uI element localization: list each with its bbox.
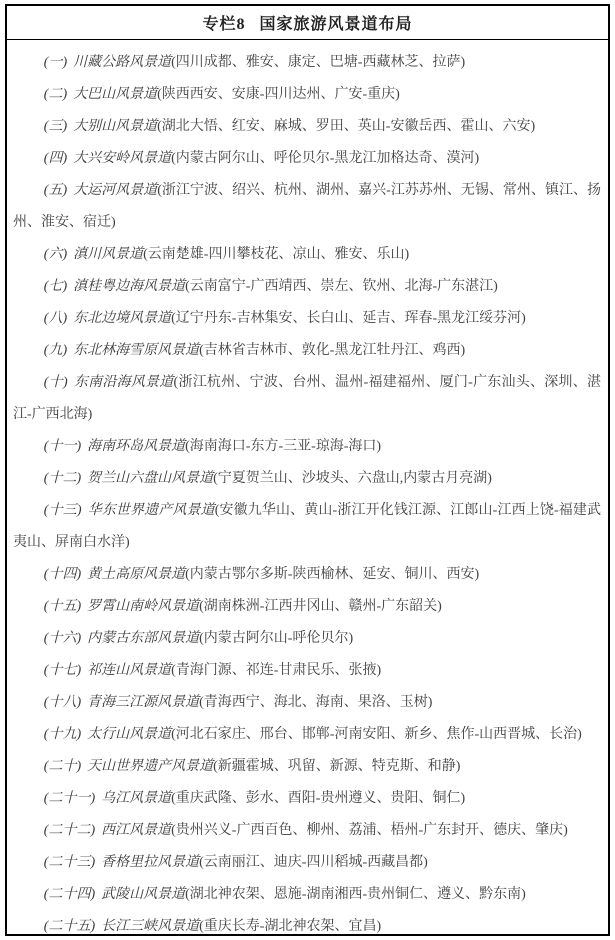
byway-route: (宁夏贺兰山、沙坡头、六盘山,内蒙古月亮湖) [213,471,492,486]
byway-name: 贺兰山六盘山风景道 [87,471,214,486]
byway-item [13,431,601,463]
byway-name: 华东世界遗产风景道 [87,503,215,518]
byway-route: (吉林省吉林市、敦化-黑龙江牡丹江、鸡西) [199,343,466,358]
byway-number: (七) [43,279,68,294]
byway-route: (安徽九华山、黄山-浙江开化钱江源、江郎山-江西上饶-福建武夷山、屏南白水洋) [13,503,602,550]
byway-name: 东南沿海风景道 [73,375,174,390]
byway-name: 大巴山风景道 [73,87,158,102]
byway-number: (十) [43,375,68,390]
byway-name: 黄土高原风景道 [87,567,186,582]
byway-number: (十三) [43,503,82,518]
byway-route: (青海西宁、海北、海南、果洛、玉树) [199,695,433,710]
byway-item [13,111,601,143]
byway-route: (海南海口-东方-三亚-琼海-海口) [185,439,382,454]
byway-item [13,239,601,271]
scenic-byway-box [5,4,610,936]
byway-name: 内蒙古东部风景道 [87,631,200,646]
byway-item [13,463,601,495]
byway-number: (二十) [43,759,82,774]
box-label: 专栏8 [202,16,246,33]
byway-item [13,879,601,911]
byway-number: (一) [43,55,68,70]
byway-number: (二) [43,87,68,102]
byway-number: (四) [43,151,68,166]
byway-route: (云南楚雄-四川攀枝花、凉山、雅安、乐山) [143,247,410,262]
byway-item [13,623,601,655]
byway-route: (新疆霍城、巩留、新源、特克斯、和静) [213,759,461,774]
page-title: 国家旅游风景道布局 [259,16,413,33]
byway-route: (重庆长寿-湖北神农架、宜昌) [199,919,382,934]
byway-number: (十七) [43,663,82,678]
byway-number: (十六) [43,631,82,646]
byway-name: 祁连山风景道 [87,663,172,678]
byway-number: (二十四) [43,887,96,902]
byway-route: (辽宁丹东-吉林集安、长白山、延吉、珲春-黑龙江绥芬河) [171,311,526,326]
byway-name: 罗霄山南岭风景道 [87,599,200,614]
byway-item [13,143,601,175]
byway-name: 大兴安岭风景道 [73,151,172,166]
byway-name: 海南环岛风景道 [87,439,186,454]
byway-item [13,271,601,303]
byway-name: 大别山风景道 [73,119,158,134]
byway-name: 川藏公路风景道 [73,55,172,70]
byway-number: (二十五) [43,919,96,934]
box-header [7,6,608,40]
byway-name: 武陵山风景道 [101,887,186,902]
byway-route: (重庆武隆、彭水、酉阳-贵州遵义、贵阳、铜仁) [171,791,466,806]
byway-item [13,911,601,936]
byway-item [13,847,601,879]
byway-list [7,40,608,936]
byway-name: 东北边境风景道 [73,311,172,326]
byway-name: 长江三峡风景道 [101,919,200,934]
byway-number: (三) [43,119,68,134]
byway-route: (内蒙古鄂尔多斯-陕西榆林、延安、铜川、西安) [185,567,480,582]
byway-item [13,591,601,623]
byway-number: (九) [43,343,68,358]
byway-name: 东北林海雪原风景道 [73,343,200,358]
byway-name: 香格里拉风景道 [101,855,200,870]
byway-item [13,335,601,367]
byway-item [13,367,601,431]
byway-number: (二十一) [43,791,96,806]
byway-item [13,783,601,815]
byway-route: (湖北大悟、红安、麻城、罗田、英山-安徽岳西、霍山、六安) [157,119,536,134]
byway-route: (内蒙古阿尔山-呼伦贝尔) [199,631,354,646]
byway-number: (十五) [43,599,82,614]
byway-item [13,815,601,847]
byway-route: (内蒙古阿尔山、呼伦贝尔-黑龙江加格达奇、漠河) [171,151,480,166]
byway-route: (浙江杭州、宁波、台州、温州-福建福州、厦门-广东汕头、深圳、湛江-广西北海) [13,375,601,422]
byway-name: 太行山风景道 [87,727,172,742]
byway-name: 青海三江源风景道 [87,695,200,710]
byway-route: (浙江宁波、绍兴、杭州、湖州、嘉兴-江苏苏州、无锡、常州、镇江、扬州、淮安、宿迁) [13,183,601,230]
byway-number: (十四) [43,567,82,582]
byway-number: (五) [43,183,68,198]
byway-route: (湖北神农架、恩施-湖南湘西-贵州铜仁、遵义、黔东南) [185,887,526,902]
byway-item [13,79,601,111]
byway-number: (十一) [43,439,82,454]
byway-route: (河北石家庄、邢台、邯郸-河南安阳、新乡、焦作-山西晋城、长治) [171,727,582,742]
byway-number: (八) [43,311,68,326]
byway-item [13,751,601,783]
byway-item [13,687,601,719]
byway-route: (贵州兴义-广西百色、柳州、荔浦、梧州-广东封开、德庆、肇庆) [171,823,568,838]
byway-item [13,495,601,559]
byway-number: (十八) [43,695,82,710]
byway-item [13,559,601,591]
byway-number: (十九) [43,727,82,742]
byway-number: (十二) [43,471,82,486]
byway-item [13,175,601,239]
byway-item [13,47,601,79]
byway-name: 滇川风景道 [73,247,144,262]
byway-name: 天山世界遗产风景道 [87,759,214,774]
byway-route: (云南丽江、迪庆-四川稻城-西藏昌都) [199,855,428,870]
byway-number: (二十三) [43,855,96,870]
byway-route: (青海门源、祁连-甘肃民乐、张掖) [171,663,382,678]
byway-route: (陕西西安、安康-四川达州、广安-重庆) [157,87,400,102]
byway-name: 滇桂粤边海风景道 [73,279,186,294]
byway-number: (二十二) [43,823,96,838]
byway-name: 乌江风景道 [101,791,172,806]
byway-item [13,303,601,335]
byway-route: (四川成都、雅安、康定、巴塘-西藏林芝、拉萨) [171,55,466,70]
byway-item [13,655,601,687]
byway-name: 大运河风景道 [73,183,158,198]
byway-route: (云南富宁-广西靖西、崇左、钦州、北海-广东湛江) [185,279,498,294]
byway-name: 西江风景道 [101,823,172,838]
byway-item [13,719,601,751]
byway-route: (湖南株洲-江西井冈山、赣州-广东韶关) [199,599,442,614]
byway-number: (六) [43,247,68,262]
